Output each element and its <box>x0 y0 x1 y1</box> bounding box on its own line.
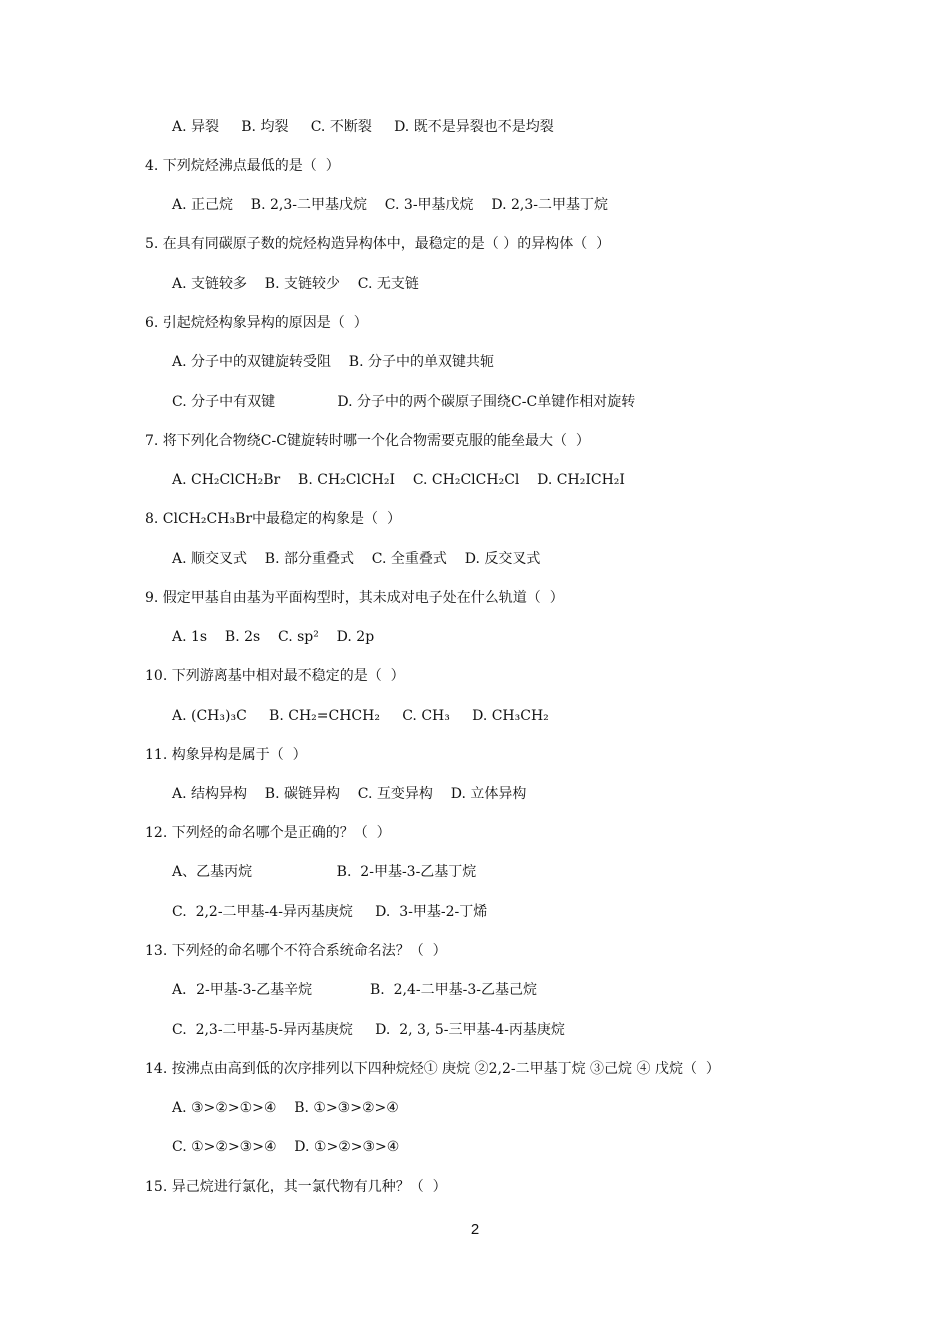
question-line: 8. ClCH₂CH₃Br中最稳定的构象是（ ） <box>145 511 401 527</box>
option-line: A. 异裂 B. 均裂 C. 不断裂 D. 既不是异裂也不是均裂 <box>172 119 554 135</box>
option-line: A. (CH₃)₃C B. CH₂=CHCH₂ C. CH₃ D. CH₃CH₂ <box>172 708 549 724</box>
question-line: 6. 引起烷烃构象异构的原因是（ ） <box>145 315 368 331</box>
question-line: 14. 按沸点由高到低的次序排列以下四种烷烃① 庚烷 ②2,2-二甲基丁烷 ③己烷 ④ 戊烷（ ） <box>145 1061 720 1077</box>
question-line: 9. 假定甲基自由基为平面构型时，其未成对电子处在什么轨道（ ） <box>145 590 564 606</box>
option-line: A. 支链较多 B. 支链较少 C. 无支链 <box>172 276 419 292</box>
question-line: 15. 异己烷进行氯化，其一氯代物有几种？（ ） <box>145 1179 447 1195</box>
option-line: A. CH₂ClCH₂Br B. CH₂ClCH₂I C. CH₂ClCH₂Cl D. CH₂ICH₂I <box>172 472 625 488</box>
question-line: 5. 在具有同碳原子数的烷烃构造异构体中，最稳定的是（ ）的异构体（ ） <box>145 236 611 252</box>
question-line: 11. 构象异构是属于（ ） <box>145 747 307 763</box>
option-line: A．2-甲基-3-乙基辛烷 B. 2,4-二甲基-3-乙基己烷 <box>172 982 537 998</box>
question-line: 7. 将下列化合物绕C-C键旋转时哪一个化合物需要克服的能垒最大（ ） <box>145 433 590 449</box>
option-line: A. 1s B. 2s C. sp² D. 2p <box>172 629 375 645</box>
question-line: 10. 下列游离基中相对最不稳定的是（ ） <box>145 668 405 684</box>
option-line: C. 分子中有双键 D. 分子中的两个碳原子围绕C-C单键作相对旋转 <box>172 394 636 410</box>
option-line: C. 2,3-二甲基-5-异丙基庚烷 D. 2, 3, 5-三甲基-4-丙基庚烷 <box>172 1022 565 1038</box>
option-line: A. 正己烷 B. 2,3-二甲基戊烷 C. 3-甲基戊烷 D. 2,3-二甲基丁烷 <box>172 197 608 213</box>
option-line: C. ①>②>③>④ D. ①>②>③>④ <box>172 1139 400 1155</box>
question-line: 12. 下列烃的命名哪个是正确的？（ ） <box>145 825 391 841</box>
option-line: A、乙基丙烷 B. 2-甲基-3-乙基丁烷 <box>172 864 477 880</box>
question-line: 13. 下列烃的命名哪个不符合系统命名法？（ ） <box>145 943 447 959</box>
option-line: A. ③>②>①>④ B. ①>③>②>④ <box>172 1100 399 1116</box>
option-line: C. 2,2-二甲基-4-异丙基庚烷 D. 3-甲基-2-丁烯 <box>172 904 488 920</box>
question-line: 4. 下列烷烃沸点最低的是（ ） <box>145 158 340 174</box>
page-number: 2 <box>470 1221 480 1238</box>
option-line: A. 结构异构 B. 碳链异构 C. 互变异构 D. 立体异构 <box>172 786 527 802</box>
option-line: A. 分子中的双键旋转受阻 B. 分子中的单双键共轭 <box>172 354 494 370</box>
option-line: A. 顺交叉式 B. 部分重叠式 C. 全重叠式 D. 反交叉式 <box>172 551 541 567</box>
